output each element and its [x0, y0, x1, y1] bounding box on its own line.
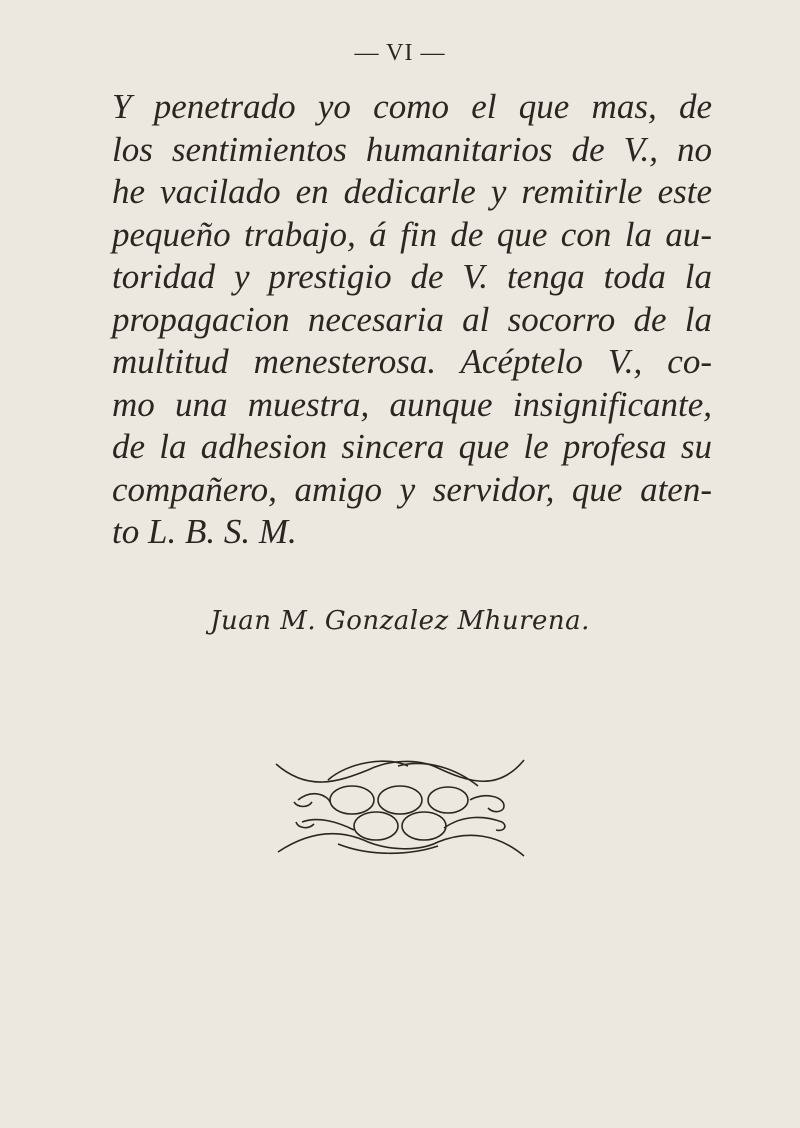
- text-line: mo una muestra, aunque insignificante,: [112, 384, 712, 424]
- text-line: compañero, amigo y servidor, que aten-: [112, 469, 712, 509]
- text-line: multitud menesterosa. Acéptelo V., co-: [112, 342, 712, 381]
- signature: Juan M. Gonzalez Mhurena.: [210, 606, 590, 636]
- text-line: toridad y prestigio de V. tenga toda la: [112, 257, 712, 296]
- text-line: de la adhesion sincera que le profesa su: [112, 427, 712, 466]
- text-line: he vacilado en dedicarle y remitirle este: [112, 172, 712, 211]
- text-line: Y penetrado yo como el que mas, de: [112, 87, 712, 126]
- text-line: los sentimientos humanitarios de V., no: [112, 129, 712, 169]
- dedication-text: [112, 86, 712, 554]
- text-line: pequeño trabajo, á fin de que con la au-: [112, 214, 712, 254]
- text-line: to L. B. S. M.: [112, 512, 297, 551]
- page-number: — VI —: [354, 40, 446, 66]
- decorative-flourish-icon: [268, 752, 532, 860]
- text-line: propagacion necesaria al socorro de la: [112, 299, 712, 339]
